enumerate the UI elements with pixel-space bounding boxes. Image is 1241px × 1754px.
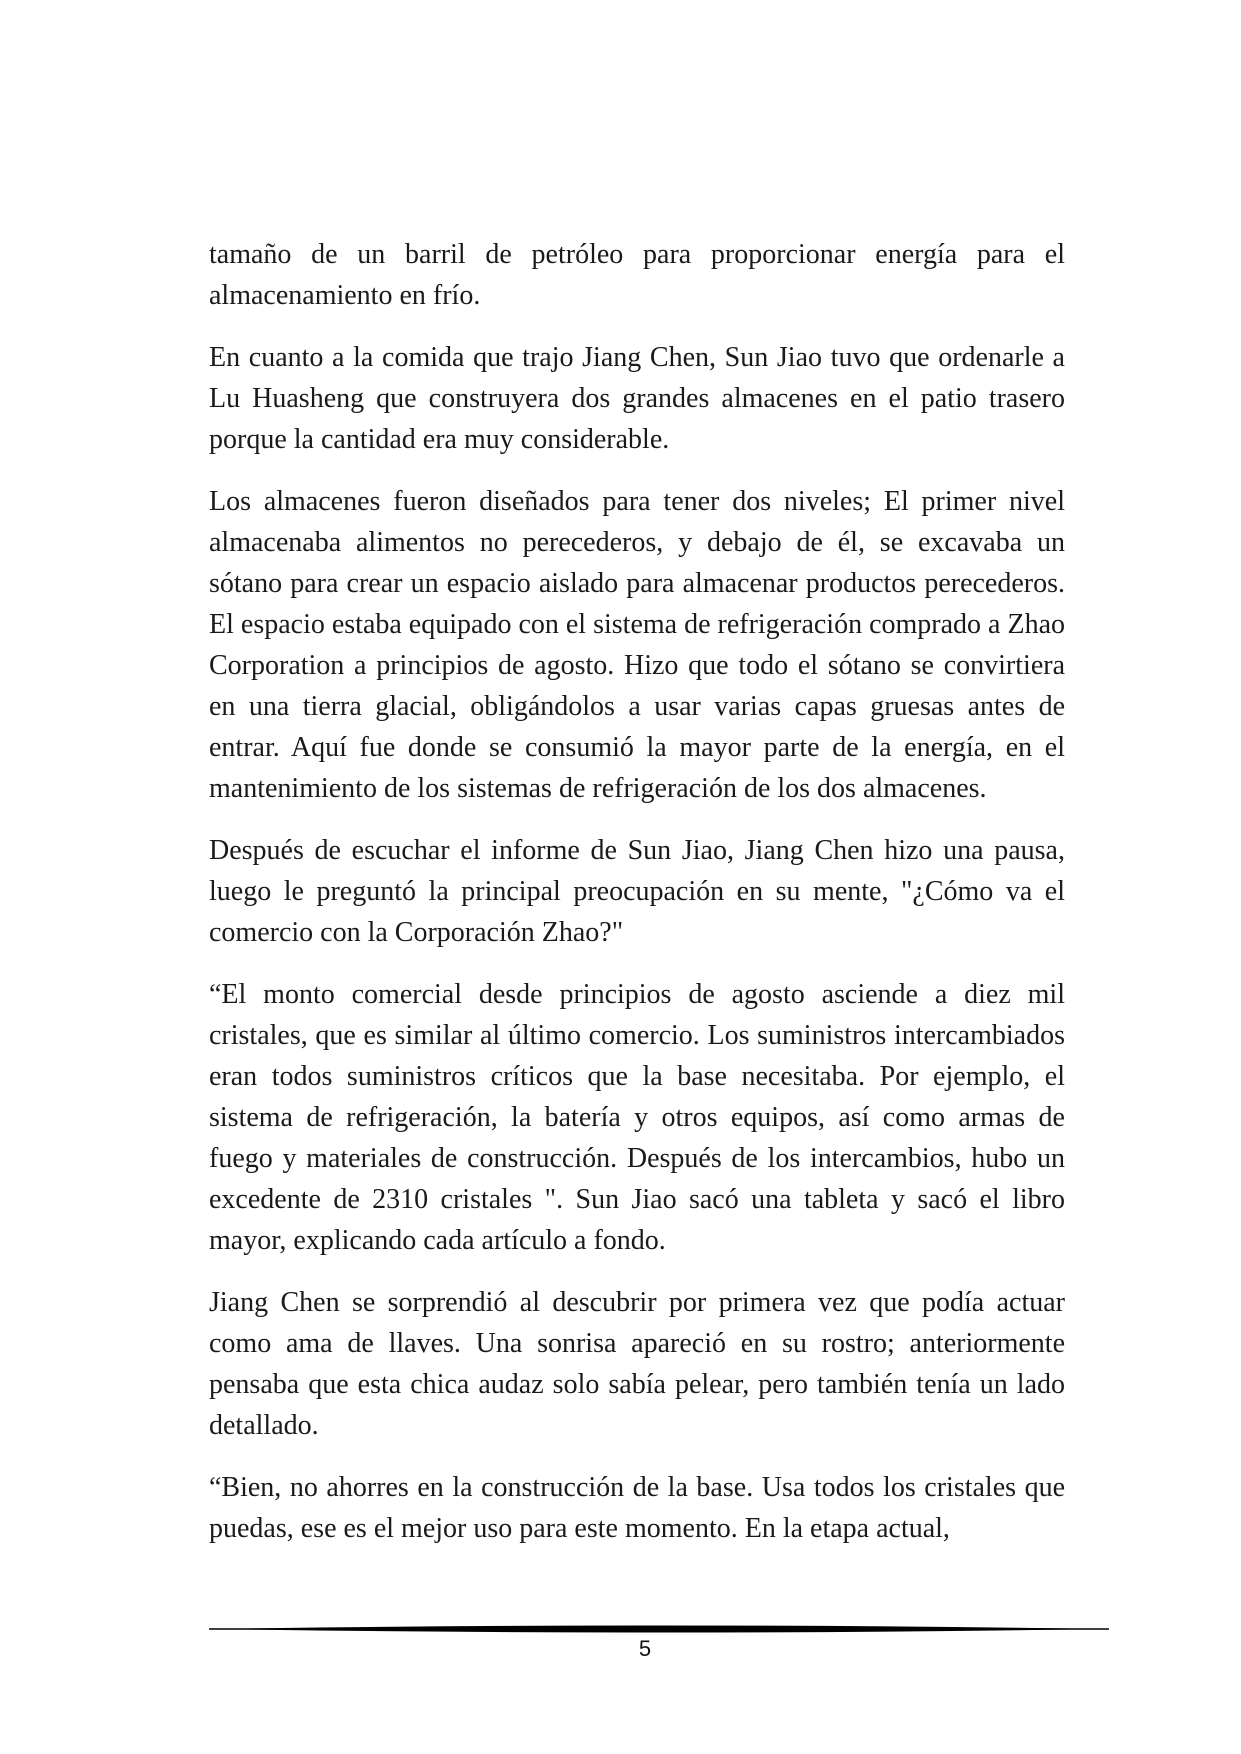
paragraph: Jiang Chen se sorprendió al descubrir por primera vez que podía actuar como ama de llaves. Una sonrisa apareció en su rostro; anteriormente pensaba que esta chica audaz solo sabía pelear, pero también tenía un lado detallado. <box>209 1287 1065 1441</box>
paragraph: “El monto comercial desde principios de agosto asciende a diez mil cristales, que es similar al último comercio. Los suministros intercambiados eran todos suministros críticos que la base necesitaba. Por ejemplo, el sistema de refrigeración, la batería y otros equipos, así como armas de fuego y materiales de construcción. Después de los intercambios, hubo un excedente de 2310 cristales ". Sun Jiao sacó una tableta y sacó el libro mayor, explicando cada artículo a fondo. <box>209 979 1065 1256</box>
paragraph: Los almacenes fueron diseñados para tener dos niveles; El primer nivel almacenaba alimentos no perecederos, y debajo de él, se excavaba un sótano para crear un espacio aislado para almacenar productos perecederos. El espacio estaba equipado con el sistema de refrigeración comprado a Zhao Corporation a principios de agosto. Hizo que todo el sótano se convirtiera en una tierra glacial, obligándolos a usar varias capas gruesas antes de entrar. Aquí fue donde se consumió la mayor parte de la energía, en el mantenimiento de los sistemas de refrigeración de los dos almacenes. <box>209 486 1065 804</box>
footer-divider <box>209 1624 1109 1634</box>
paragraph: Después de escuchar el informe de Sun Jiao, Jiang Chen hizo una pausa, luego le preguntó la principal preocupación en su mente, "¿Cómo va el comercio con la Corporación Zhao?" <box>209 835 1065 948</box>
paragraph: “Bien, no ahorres en la construcción de la base. Usa todos los cristales que puedas, ese es el mejor uso para este momento. En la etapa actual, <box>209 1472 1065 1544</box>
paragraph: tamaño de un barril de petróleo para proporcionar energía para el almacenamiento en frío. <box>209 239 1065 311</box>
page-number: 5 <box>638 1636 652 1661</box>
page-body <box>209 234 1065 1570</box>
paragraph: En cuanto a la comida que trajo Jiang Chen, Sun Jiao tuvo que ordenarle a Lu Huasheng que construyera dos grandes almacenes en el patio trasero porque la cantidad era muy considerable. <box>209 342 1065 455</box>
